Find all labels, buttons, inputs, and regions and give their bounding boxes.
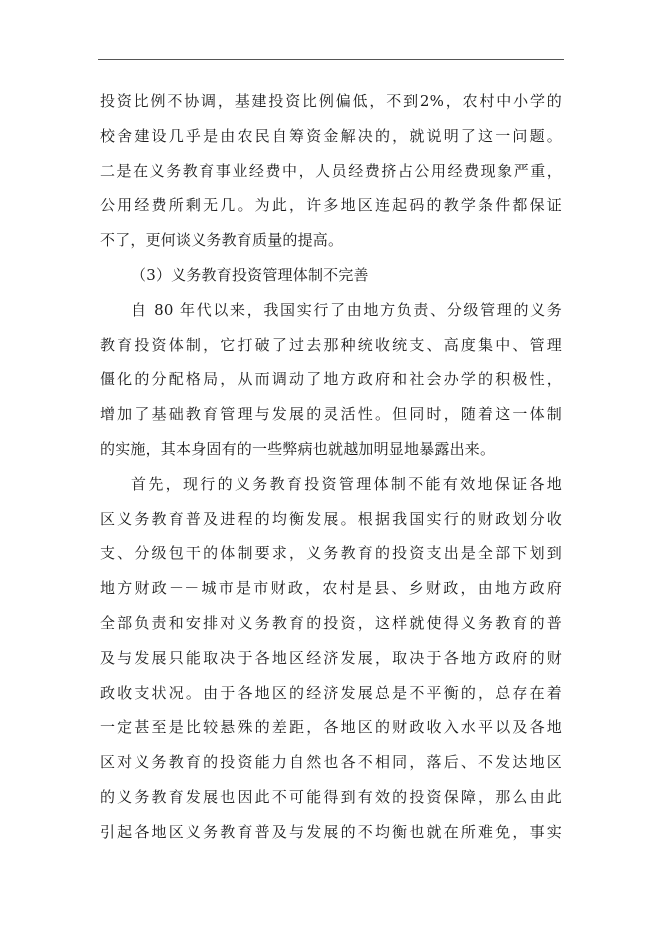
document-body [100,84,562,850]
text-line-2: 校舍建设几乎是由农民自筹资金解决的，就说明了这一问题。 [100,126,562,145]
text-line-13: 区义务教育普及进程的均衡发展。根据我国实行的财政划分收 [100,509,562,528]
section-heading: （3）义务教育投资管理体制不完善 [131,265,369,284]
text-line-9: 僵化的分配格局，从而调动了地方政府和社会办学的积极性， [100,370,562,389]
text-line-19: 一定甚至是比较悬殊的差距，各地区的财政收入水平以及各地 [100,718,562,737]
text-line-4: 公用经费所剩无几。为此，许多地区连起码的教学条件都保证 [100,196,562,215]
text-line-18: 政收支状况。由于各地区的经济发展总是不平衡的，总存在着 [100,683,562,702]
text-line-22: 引起各地区义务教育普及与发展的不均衡也就在所难免，事实 [100,822,562,841]
header-rule [98,59,564,60]
text-line-5: 不了，更何谈义务教育质量的提高。 [100,231,344,250]
text-line-20: 区对义务教育的投资能力自然也各不相同，落后、不发达地区 [100,753,562,772]
text-line-8: 教育投资体制，它打破了过去那种统收统支、高度集中、管理 [100,335,562,354]
text-line-12: 首先，现行的义务教育投资管理体制不能有效地保证各地 [131,474,562,493]
text-line-17: 及与发展只能取决于各地区经济发展，取决于各地方政府的财 [100,648,562,667]
text-line-10: 增加了基础教育管理与发展的灵活性。但同时，随着这一体制 [100,405,562,424]
text-line-21: 的义务教育发展也因此不可能得到有效的投资保障，那么由此 [100,787,562,806]
text-line-1: 投资比例不协调，基建投资比例偏低，不到2%，农村中小学的 [100,92,562,110]
text-line-7: 自 80 年代以来，我国实行了由地方负责、分级管理的义务 [131,300,562,319]
text-line-3: 二是在义务教育事业经费中，人员经费挤占公用经费现象严重， [100,161,562,180]
text-line-15: 地方财政－－城市是市财政，农村是县、乡财政，由地方政府 [100,579,562,598]
text-line-16: 全部负责和安排对义务教育的投资，这样就使得义务教育的普 [100,613,562,632]
text-line-14: 支、分级包干的体制要求，义务教育的投资支出是全部下划到 [100,544,562,563]
text-line-11: 的实施，其本身固有的一些弊病也就越加明显地暴露出来。 [100,439,496,458]
